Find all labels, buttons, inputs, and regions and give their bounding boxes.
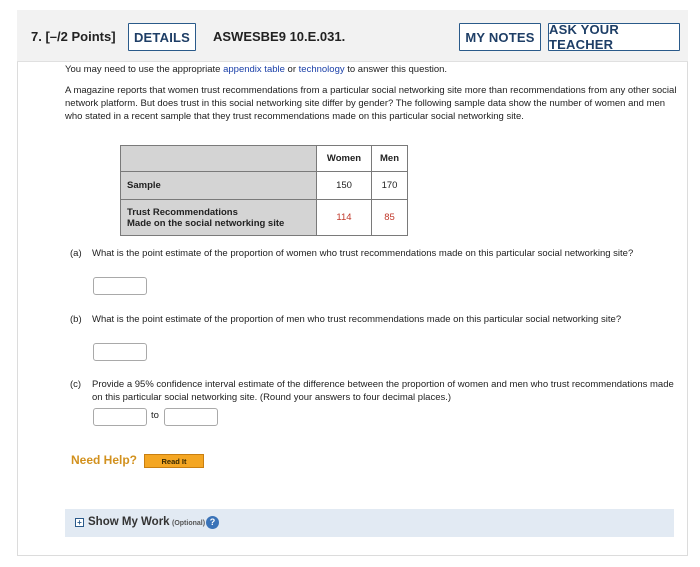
col-header-women: Women	[317, 146, 372, 172]
interval-to-label: to	[151, 410, 159, 421]
sample-women: 150	[317, 172, 372, 200]
part-b-label: (b)	[70, 314, 82, 325]
part-a-label: (a)	[70, 248, 82, 259]
row-label-trust	[121, 200, 317, 236]
intro-middle: or	[284, 64, 299, 75]
optional-label: (Optional)	[172, 520, 206, 527]
data-table	[120, 145, 408, 236]
need-help-label: Need Help?	[71, 453, 138, 467]
part-c-upper-input[interactable]	[164, 408, 218, 426]
details-button[interactable]: DETAILS	[128, 23, 196, 51]
question-number: 7. [–/2 Points]	[31, 29, 116, 44]
show-my-work-label[interactable]: Show My Work	[88, 516, 170, 528]
part-c-lower-input[interactable]	[93, 408, 147, 426]
part-b-text: What is the point estimate of the proportion of men who trust recommendations made on this particular social networking site?	[92, 314, 622, 325]
part-a-text: What is the point estimate of the proportion of women who trust recommendations made on this particular social networking site?	[92, 248, 634, 259]
part-a-answer-input[interactable]	[93, 277, 147, 295]
intro-prefix: You may need to use the appropriate	[65, 64, 224, 75]
row-label-trust-line1: Trust Recommendations	[127, 206, 238, 218]
part-c-text: Provide a 95% confidence interval estimate of the difference between the proportion of women and men who trust recommendations made on this particular social networking site. (Round your answers to four decimal places.)	[92, 379, 674, 403]
ask-teacher-button[interactable]: ASK YOUR TEACHER	[548, 23, 680, 51]
problem-code: ASWESBE9 10.E.031.	[213, 29, 346, 44]
problem-paragraph: A magazine reports that women trust recommendations from a particular social networking site more than recommendations from any other social network platform. But does trust in this social networking site differ by gender? The following sample data show the number of women and men who stated in a recent sample that they trust recommendations made on this particular social networking site.	[65, 85, 677, 122]
part-c-label: (c)	[70, 379, 82, 390]
part-b-answer-input[interactable]	[93, 343, 147, 361]
my-notes-button[interactable]: MY NOTES	[459, 23, 541, 51]
row-label-trust-line2: Made on the social networking site	[127, 217, 285, 229]
row-label-sample: Sample	[121, 172, 317, 200]
intro-line	[65, 64, 447, 75]
intro-suffix: to answer this question.	[344, 64, 448, 75]
expand-icon[interactable]: +	[75, 518, 84, 527]
question-header	[17, 10, 688, 62]
technology-link[interactable]: technology	[298, 64, 345, 75]
show-my-work-bar[interactable]	[65, 509, 674, 537]
trust-men: 85	[372, 200, 408, 236]
appendix-table-link[interactable]: appendix table	[223, 64, 285, 75]
trust-women: 114	[317, 200, 372, 236]
table-corner	[121, 146, 317, 172]
col-header-men: Men	[372, 146, 408, 172]
help-icon[interactable]: ?	[206, 516, 219, 529]
read-it-button[interactable]: Read It	[144, 454, 204, 468]
sample-men: 170	[372, 172, 408, 200]
